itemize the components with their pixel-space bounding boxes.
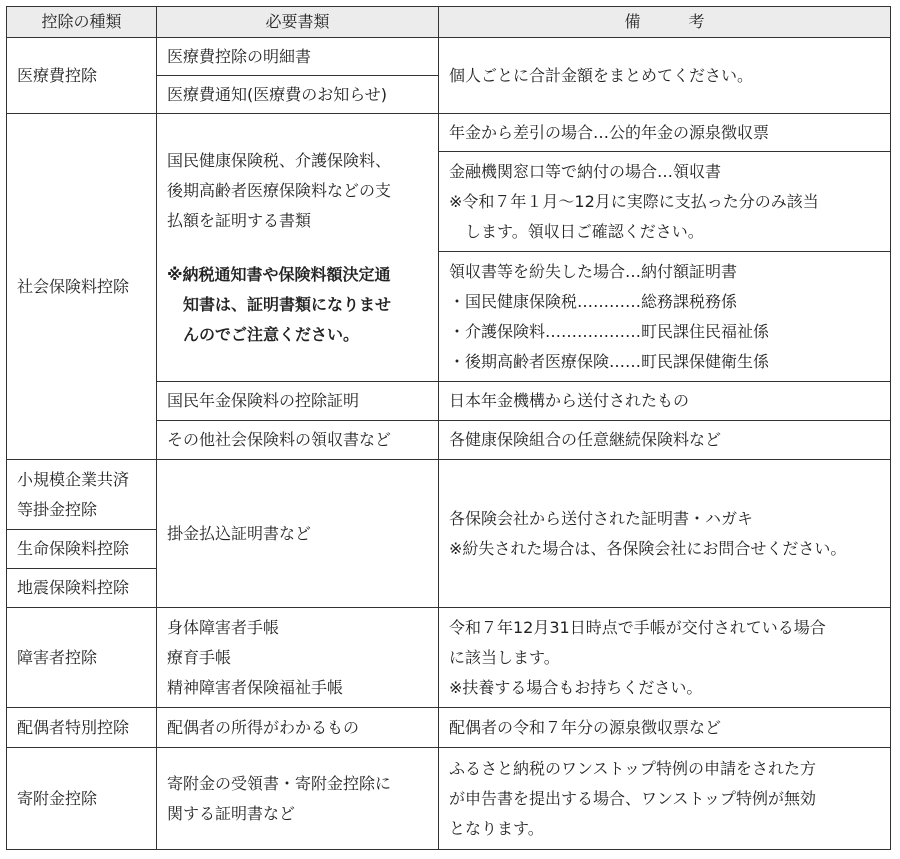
spouse-doc: 配偶者の所得がわかるもの bbox=[157, 708, 439, 748]
spouse-row bbox=[7, 708, 891, 748]
medical-doc-2: 医療費通知(医療費のお知らせ) bbox=[157, 76, 439, 114]
social-note-bank bbox=[439, 152, 891, 252]
social-row-1 bbox=[7, 114, 891, 152]
social-warning-line-1: ※納税通知書や保険料額決定通 bbox=[167, 264, 391, 284]
social-warning-line-2: 知書は、証明書類になりませ bbox=[183, 294, 392, 314]
medical-type: 医療費控除 bbox=[7, 38, 157, 114]
deduction-documents-table bbox=[6, 6, 891, 850]
insurance-note-2: ※紛失された場合は、各保険会社にお問合せください。 bbox=[449, 538, 847, 558]
disability-note-1: 令和７年12月31日時点で手帳が交付されている場合 bbox=[449, 617, 826, 637]
social-note-bank-2: ※令和７年１月～12月に実際に支払った分のみ該当 bbox=[449, 191, 819, 211]
social-note-lost bbox=[439, 252, 891, 382]
spouse-note: 配偶者の令和７年分の源泉徴収票など bbox=[439, 708, 891, 748]
disability-row bbox=[7, 608, 891, 708]
social-warning-line-3: んのでご注意ください。 bbox=[183, 324, 360, 344]
donation-note-2: が申告書を提出する場合、ワンストップ特例が無効 bbox=[449, 788, 817, 808]
social-note-bank-3: します。領収日ご確認ください。 bbox=[465, 221, 704, 241]
social-doc-other: その他社会保険料の領収書など bbox=[157, 421, 439, 460]
social-note-lost-3: ・介護保険料………………町民課住民福祉係 bbox=[449, 321, 770, 341]
donation-row bbox=[7, 748, 891, 850]
insurance-type-small-2: 等掛金控除 bbox=[17, 499, 98, 519]
donation-doc-1: 寄附金の受領書・寄附金控除に bbox=[167, 773, 392, 793]
donation-doc-2: 関する証明書など bbox=[167, 803, 296, 823]
disability-note-2: に該当します。 bbox=[449, 647, 560, 667]
donation-note bbox=[439, 748, 891, 850]
social-doc-national: 国民年金保険料の控除証明 bbox=[157, 382, 439, 421]
insurance-type-small-1: 小規模企業共済 bbox=[17, 469, 130, 489]
medical-row-1 bbox=[7, 38, 891, 76]
header-docs: 必要書類 bbox=[157, 7, 439, 38]
social-doc-line-2: 後期高齢者医療保険料などの支 bbox=[167, 180, 392, 200]
insurance-doc: 掛金払込証明書など bbox=[157, 460, 439, 608]
social-note-bank-1: 金融機関窓口等で納付の場合…領収書 bbox=[449, 161, 722, 181]
medical-doc-1: 医療費控除の明細書 bbox=[157, 38, 439, 76]
insurance-note-1: 各保険会社から送付された証明書・ハガキ bbox=[449, 508, 754, 528]
insurance-type-life: 生命保険料控除 bbox=[7, 530, 157, 569]
disability-type: 障害者控除 bbox=[7, 608, 157, 708]
disability-doc-1: 身体障害者手帳 bbox=[167, 617, 280, 637]
social-note-lost-4: ・後期高齢者医療保険……町民課保健衛生係 bbox=[449, 351, 770, 371]
social-note-national: 日本年金機構から送付されたもの bbox=[439, 382, 891, 421]
social-doc-main bbox=[157, 114, 439, 382]
medical-note: 個人ごとに合計金額をまとめてください。 bbox=[439, 38, 891, 114]
insurance-row-1 bbox=[7, 460, 891, 530]
spouse-type: 配偶者特別控除 bbox=[7, 708, 157, 748]
header-notes: 備 考 bbox=[439, 7, 891, 38]
social-type: 社会保険料控除 bbox=[7, 114, 157, 460]
disability-doc-3: 精神障害者保険福祉手帳 bbox=[167, 677, 344, 697]
disability-note bbox=[439, 608, 891, 708]
header-type: 控除の種類 bbox=[7, 7, 157, 38]
disability-note-3: ※扶養する場合もお持ちください。 bbox=[449, 677, 703, 697]
disability-docs bbox=[157, 608, 439, 708]
disability-doc-2: 療育手帳 bbox=[167, 647, 232, 667]
social-note-pension: 年金から差引の場合…公的年金の源泉徴収票 bbox=[439, 114, 891, 152]
donation-note-1: ふるさと納税のワンストップ特例の申請をされた方 bbox=[449, 758, 817, 778]
social-note-lost-2: ・国民健康保険税…………総務課税務係 bbox=[449, 291, 738, 311]
donation-type: 寄附金控除 bbox=[7, 748, 157, 850]
social-doc-line-1: 国民健康保険税、介護保険料、 bbox=[167, 150, 392, 170]
insurance-note bbox=[439, 460, 891, 608]
insurance-type-small bbox=[7, 460, 157, 530]
social-doc-line-3: 払額を証明する書類 bbox=[167, 210, 312, 230]
header-row bbox=[7, 7, 891, 38]
social-note-other: 各健康保険組合の任意継続保険料など bbox=[439, 421, 891, 460]
donation-doc bbox=[157, 748, 439, 850]
insurance-type-quake: 地震保険料控除 bbox=[7, 569, 157, 608]
social-note-lost-1: 領収書等を紛失した場合…納付額証明書 bbox=[449, 261, 738, 281]
donation-note-3: となります。 bbox=[449, 818, 544, 838]
